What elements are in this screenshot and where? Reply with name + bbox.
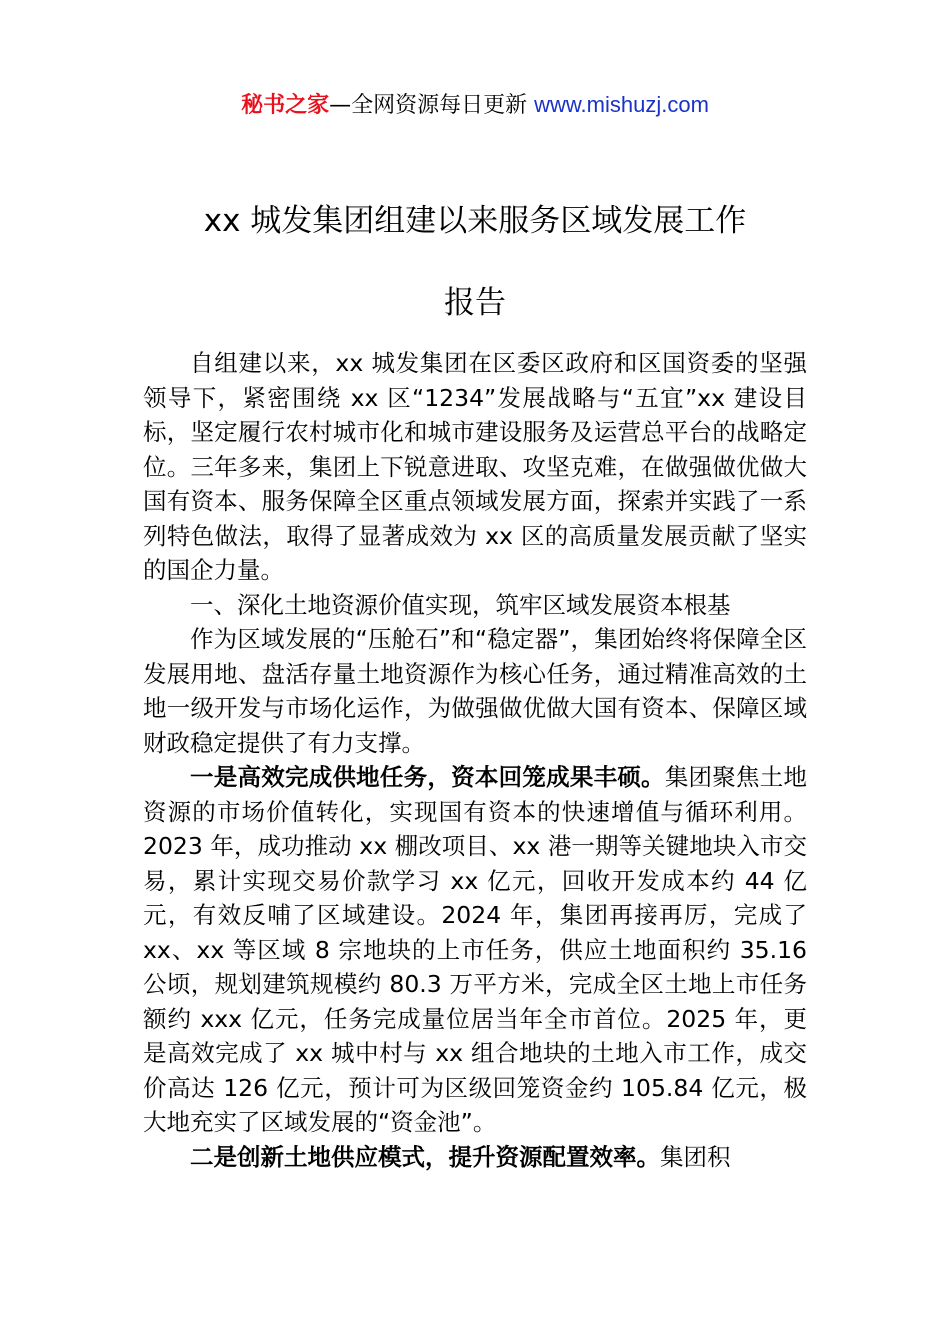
point-2-lead: 二是创新土地供应模式，提升资源配置效率。 xyxy=(190,1142,660,1171)
title-line-2: 报告 xyxy=(444,285,506,321)
point-1-text: 集团聚焦土地资源的市场价值转化，实现国有资本的快速增值与循环利用。2023 年，成功推动 xx 棚改项目、xx 港一期等关键地块入市交易，累计实现交易价款学习 xx 亿元，回收开发成本约 44 亿元，有效反哺了区域建设。2024 年，集团再接再厉，完成了 xx、xx 等区域 8 宗地块的上市任务，供应土地面积约 35.16 公顷，规划建筑规模约 80.3 万平方米，完成全区土地上市任务额约 xxx 亿元，任务完成量位居当年全市首位。2025 年，更是高效完成了 xx 城中村与 xx 组合地块的土地入市工作，成交价高达 126 亿元，预计可为区级回笼资金约 105.84 亿元，极大地充实了区域发展的“资金池”。 xyxy=(143,763,808,1136)
document-body xyxy=(143,346,807,1174)
point-1-lead: 一是高效完成供地任务，资本回笼成果丰硕。 xyxy=(190,763,665,791)
site-header xyxy=(0,88,950,123)
section-heading-1: 一、深化土地资源价值实现，筑牢区域发展资本根基 xyxy=(190,590,731,619)
paragraph-intro: 自组建以来，xx 城发集团在区委区政府和区国资委的坚强领导下，紧密围绕 xx 区“1234”发展战略与“五宜”xx 建设目标，坚定履行农村城市化和城市建设服务及运营总平台的战略定位。三年多来，集团上下锐意进取、攻坚克难，在做强做优做大国有资本、服务保障全区重点领域发展方面，探索并实践了一系列特色做法，取得了显著成效为 xx 区的高质量发展贡献了坚实的国企力量。 xyxy=(143,349,807,584)
point-2-text: 集团积 xyxy=(660,1142,731,1171)
site-url-link[interactable]: www.mishuzj.com xyxy=(534,92,709,117)
title-line-1: xx 城发集团组建以来服务区域发展工作 xyxy=(203,203,747,239)
paragraph-point-1 xyxy=(143,760,807,1140)
paragraph-section-intro: 作为区域发展的“压舱石”和“稳定器”，集团始终将保障全区发展用地、盘活存量土地资源作为核心任务，通过精准高效的土地一级开发与市场化运作，为做强做优做大国有资本、保障区域财政稳定提供了有力支撑。 xyxy=(143,625,807,757)
paragraph-point-2 xyxy=(143,1140,807,1175)
document-title xyxy=(0,180,950,344)
brand-name: 秘书之家 xyxy=(241,93,330,118)
header-tagline: —全网资源每日更新 xyxy=(329,93,535,118)
